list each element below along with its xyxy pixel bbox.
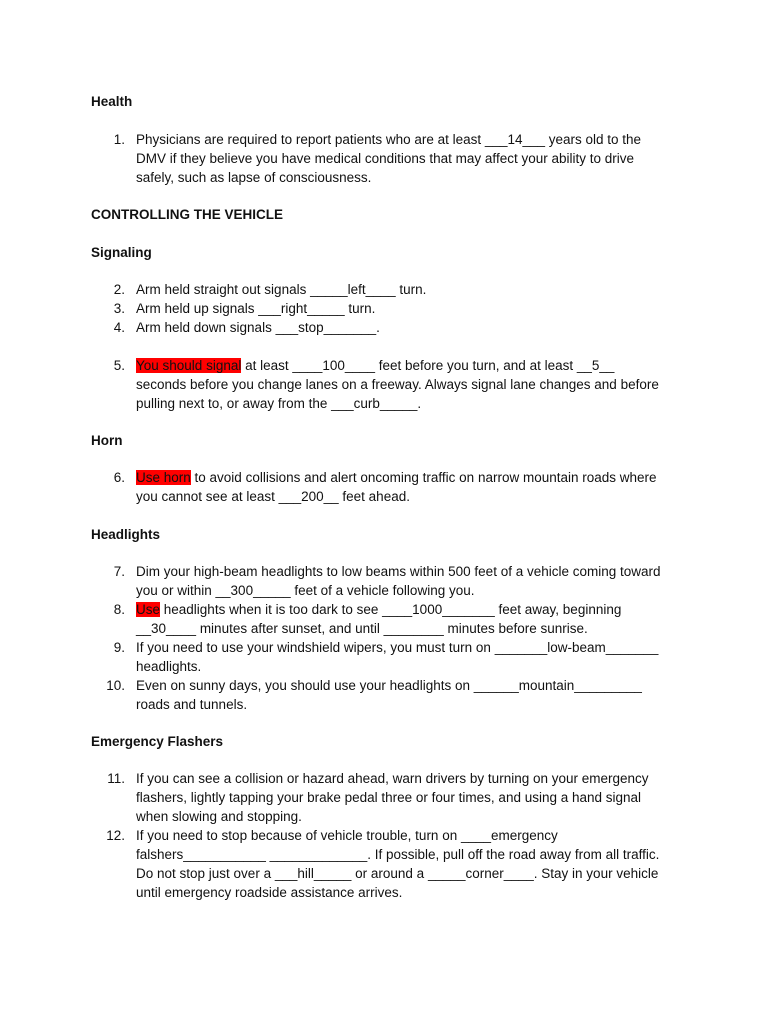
item-line <box>136 468 681 487</box>
item-line: you or within __300_____ feet of a vehicle following you. <box>136 583 475 598</box>
heading-horn: Horn <box>91 433 123 448</box>
item-text <box>136 280 681 299</box>
line-rest: to avoid collisions and alert oncoming traffic on narrow mountain roads where <box>190 470 657 485</box>
heading-emergency-flashers: Emergency Flashers <box>91 734 224 749</box>
item-line: If you need to use your windshield wipers, you must turn on _______low-beam_______ <box>136 640 659 655</box>
highlighted-text: Use horn <box>136 470 191 485</box>
heading-controlling-the-vehicle: CONTROLLING THE VEHICLE <box>91 207 283 222</box>
item-number: 8. <box>113 602 125 617</box>
item-number: 9. <box>113 640 125 655</box>
item-number: 1. <box>113 132 125 147</box>
item-text <box>136 769 681 826</box>
heading-health: Health <box>91 94 133 109</box>
list-item-9 <box>91 638 691 676</box>
item-line: falshers___________ _____________. If possible, pull off the road away from all traffic. <box>136 847 660 862</box>
list-item-12 <box>91 826 691 902</box>
item-line: __30____ minutes after sunset, and until ________ minutes before sunrise. <box>136 621 588 636</box>
item-line: safely, such as lapse of consciousness. <box>136 170 372 185</box>
item-line: Arm held straight out signals _____left____ turn. <box>136 282 427 297</box>
list-item-6 <box>91 468 691 506</box>
item-line: Arm held down signals ___stop_______. <box>136 320 380 335</box>
item-text <box>136 130 681 187</box>
item-line: roads and tunnels. <box>136 697 248 712</box>
item-line <box>136 356 681 375</box>
item-line: Physicians are required to report patients who are at least ___14___ years old to the <box>136 132 642 147</box>
list-item-10 <box>91 676 691 714</box>
item-line: headlights. <box>136 659 202 674</box>
item-line: If you can see a collision or hazard ahead, warn drivers by turning on your emergency <box>136 771 649 786</box>
item-number: 11. <box>107 771 125 786</box>
heading-headlights: Headlights <box>91 527 161 542</box>
item-number: 7. <box>113 564 125 579</box>
highlighted-text: You should signal <box>136 358 242 373</box>
item-text <box>136 826 681 902</box>
list-item-1 <box>91 130 691 187</box>
item-text <box>136 638 681 676</box>
item-line: Even on sunny days, you should use your headlights on ______mountain_________ <box>136 678 642 693</box>
line-rest: headlights when it is too dark to see ____1000_______ feet away, beginning <box>160 602 622 617</box>
item-number: 4. <box>113 320 125 335</box>
list-item-2 <box>91 280 691 299</box>
item-text <box>136 356 681 413</box>
item-text <box>136 299 681 318</box>
list-item-11 <box>91 769 691 826</box>
item-text <box>136 600 681 638</box>
list-item-5 <box>91 356 691 413</box>
item-line <box>136 600 681 619</box>
item-line: Dim your high-beam headlights to low beams within 500 feet of a vehicle coming toward <box>136 564 661 579</box>
item-line: you cannot see at least ___200__ feet ahead. <box>136 489 410 504</box>
list-item-7 <box>91 562 691 600</box>
item-line: until emergency roadside assistance arrives. <box>136 885 403 900</box>
item-number: 12. <box>106 828 125 843</box>
heading-signaling: Signaling <box>91 245 152 260</box>
line-rest: at least ____100____ feet before you turn, and at least __5__ <box>241 358 615 373</box>
item-line: If you need to stop because of vehicle trouble, turn on ____emergency <box>136 828 558 843</box>
item-line: seconds before you change lanes on a freeway. Always signal lane changes and before <box>136 377 659 392</box>
item-text <box>136 318 681 337</box>
item-number: 6. <box>113 470 125 485</box>
item-number: 3. <box>113 301 125 316</box>
list-item-8 <box>91 600 691 638</box>
list-item-4 <box>91 318 691 337</box>
item-text <box>136 562 681 600</box>
item-text <box>136 468 681 506</box>
item-line: flashers, lightly tapping your brake pedal three or four times, and using a hand signal <box>136 790 642 805</box>
item-line: DMV if they believe you have medical conditions that may affect your ability to drive <box>136 151 634 166</box>
highlighted-text: Use <box>136 602 161 617</box>
list-item-3 <box>91 299 691 318</box>
item-line: when slowing and stopping. <box>136 809 302 824</box>
item-text <box>136 676 681 714</box>
item-number: 10. <box>106 678 125 693</box>
item-number: 2. <box>113 282 125 297</box>
item-number: 5. <box>113 358 125 373</box>
item-line: Do not stop just over a ___hill_____ or around a _____corner____. Stay in your vehicle <box>136 866 659 881</box>
item-line: pulling next to, or away from the ___curb_____. <box>136 396 422 411</box>
item-line: Arm held up signals ___right_____ turn. <box>136 301 376 316</box>
